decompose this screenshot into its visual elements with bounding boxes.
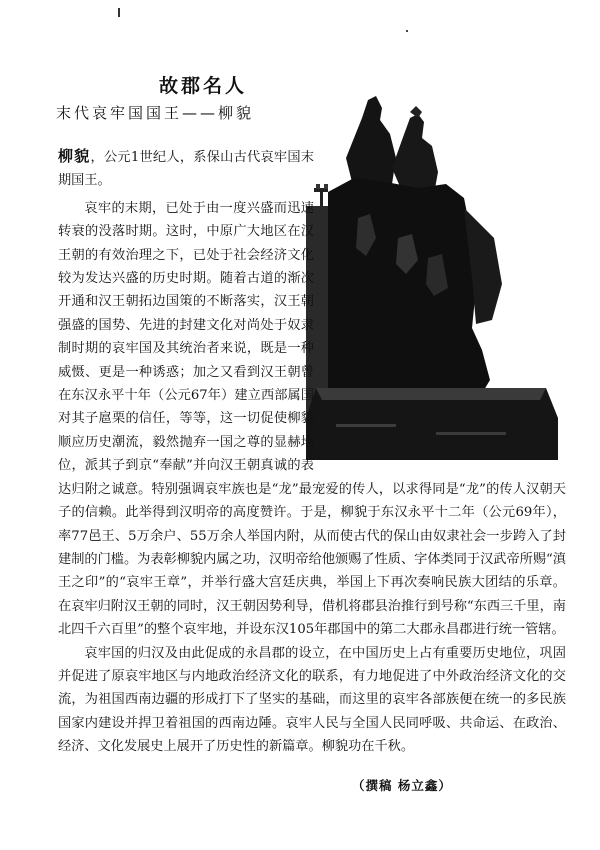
scan-speck: [406, 30, 408, 32]
photo-spacer: [314, 145, 566, 463]
article-body: [58, 145, 566, 759]
intro-text: ，公元1世纪人，系保山古代哀牢国末期国王。: [58, 150, 314, 189]
lead-name: 柳貌: [58, 147, 91, 165]
scan-mark: [118, 8, 120, 17]
history-paragraph: 哀牢的末期，已处于由一度兴盛而迅速转衰的没落时期。这时，中原广大地区在汉王朝的有效治理之下，已处于社会经济文化较为发达兴盛的历史时期。随着古道的渐次开通和汉王朝拓边国策的不断落实，汉王朝强盛的国势、先进的封建文化对尚处于奴隶制时期的哀牢国及其统治者来说，既是一种威慑、更是一种诱惑；加之又看到汉王朝曾在东汉永平十年（公元67年）建立西部属国对其子扈栗的信任，等等，这一切促使柳貌顺应历史潮流，毅然抛弃一国之尊的显赫地位，派其子到京“奉献”并向汉王朝真诚的表达归附之诚意。特别强调哀牢族也是“龙”最宠爱的传人，以求得同是“龙”的传人汉朝天子的信赖。此举得到汉明帝的高度赞许。于是，柳貌于东汉永平十二年（公元69年），率77邑王、5万余户、55万余人举国内附，从而使古代的保山由奴隶社会一步跨入了封建制的门槛。为表彰柳貌内属之功，汉明帝给他颁赐了性质、字体类同于汉武帝所赐“滇王之印”的“哀牢王章”，并举行盛大宫廷庆典，举国上下再次奏响民族大团结的乐章。在哀牢归附汉王朝的同时，汉王朝因势利导，借机将郡县治推行到号称“东西三千里，南北四千六百里”的整个哀牢地，并设东汉105年郡国中的第二大郡永昌郡进行统一管辖。: [58, 200, 566, 638]
section-title: 故郡名人: [158, 75, 247, 97]
article-flow: [58, 145, 566, 759]
significance-paragraph: 哀牢国的归汉及由此促成的永昌郡的设立，在中国历史上占有重要历史地位，巩固并促进了原哀牢地区与内地政治经济文化的联系，有力地促进了中外政治经济文化的交流，为祖国西南边疆的形成打下了坚实的基础，而这里的哀牢各部族便在统一的多民族国家内建设并捍卫着祖国的西南边陲。哀牢人民与全国人民同呼吸、共命运、在政治、经济、文化发展史上展开了历史性的新篇章。柳貌功在千秋。: [58, 645, 566, 755]
article-subtitle: 末代哀牢国国王——柳貌: [56, 104, 255, 122]
author-credit: （撰稿 杨立鑫）: [352, 778, 452, 793]
